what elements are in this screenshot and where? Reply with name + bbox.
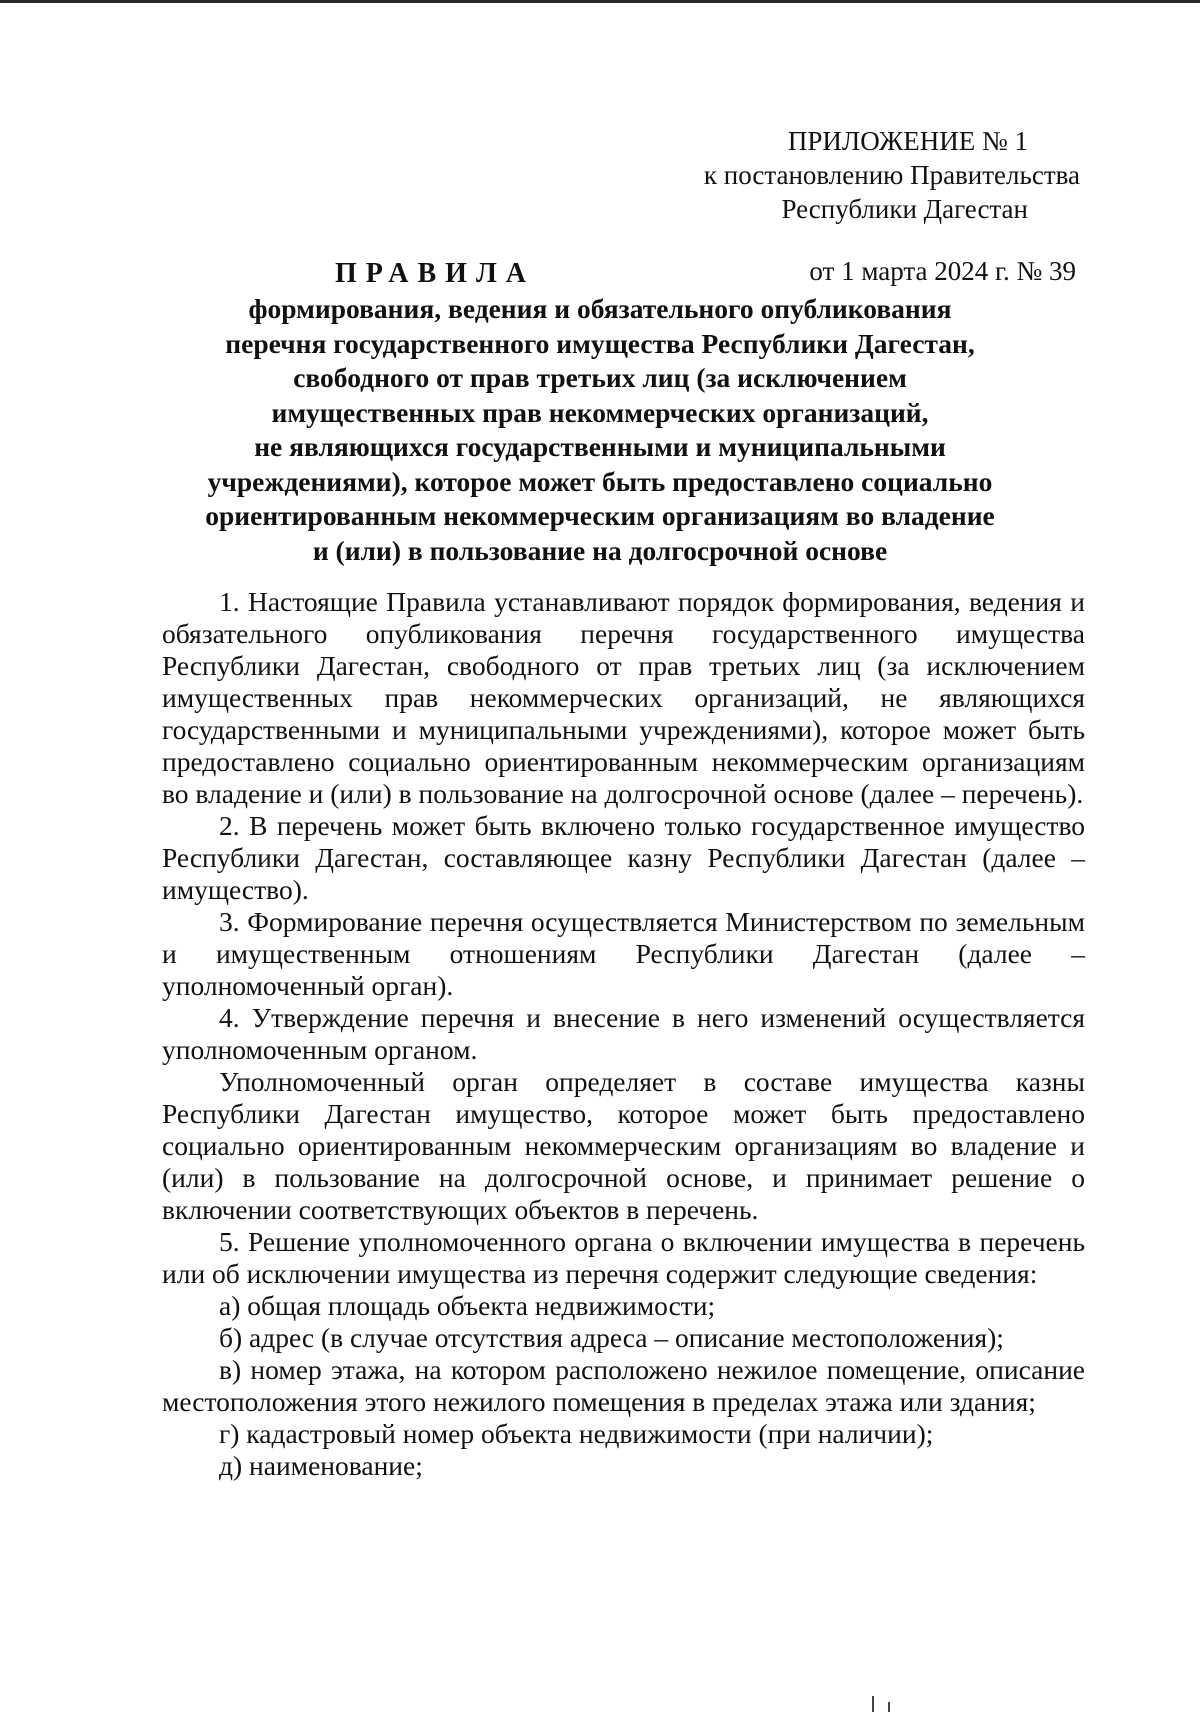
appendix-title: ПРИЛОЖЕНИЕ № 1 <box>787 126 1028 156</box>
subtitle-line: перечня государственного имущества Республики Дагестан, <box>225 327 975 359</box>
list-item-b: б) адрес (в случае отсутствия адреса – описание местоположения); <box>219 1322 1004 1353</box>
scan-edge-line <box>0 0 1200 3</box>
document-body <box>162 586 1085 1482</box>
subtitle-line: и (или) в пользование на долгосрочной основе <box>312 534 888 566</box>
paragraph-3: 3. Формирование перечня осуществляется Министерством по земельным и имущественным отношениям Республики Дагестан (далее – уполномоченный орган). <box>162 906 1085 1001</box>
scan-mark <box>872 1696 874 1712</box>
subtitle-line: ориентированным некоммерческим организациям во владение <box>205 500 995 531</box>
paragraph-1: 1. Настоящие Правила устанавливают порядок формирования, ведения и обязательного опубликования перечня государственного имущества Республики Дагестан, свободного от прав третьих лиц (за исключением имущественных прав некоммерческих организаций, не являющихся государственными и муниципальными учреждениями), которое может быть предоставлено социально ориентированным некоммерческим организациям во владение и (или) в пользование на долгосрочной основе (далее – перечень). <box>162 586 1085 809</box>
subtitle-line: имущественных прав некоммерческих организаций, <box>271 396 929 428</box>
document-title-block <box>0 258 1200 290</box>
appendix-decree-line: к постановлению Правительства <box>703 160 1080 190</box>
subtitle-line: формирования, ведения и обязательного опубликования <box>248 293 952 324</box>
document-title: ПРАВИЛА <box>334 258 536 289</box>
paragraph-5: 5. Решение уполномоченного органа о включении имущества в перечень или об исключении имущества из перечня содержит следующие сведения: <box>162 1226 1085 1289</box>
scan-mark <box>888 1702 890 1712</box>
subtitle-line: не являющихся государственными и муниципальными <box>254 431 946 462</box>
paragraph-4-continued: Уполномоченный орган определяет в составе имущества казны Республики Дагестан имущество, которое может быть предоставлено социально ориентированным некоммерческим организациям во владение и (или) в пользование на долгосрочной основе, и принимает решение о включении соответствующих объектов в перечень. <box>162 1066 1085 1225</box>
subtitle-line: учреждениями), которое может быть предоставлено социально <box>207 465 993 497</box>
paragraph-4: 4. Утверждение перечня и внесение в него изменений осуществляется уполномоченным органом. <box>162 1002 1085 1065</box>
list-item-v: в) номер этажа, на котором расположено нежилое помещение, описание местоположения этого нежилого помещения в пределах этажа или здания; <box>162 1354 1085 1417</box>
appendix-date: от 1 марта 2024 г. № 39 <box>809 256 1076 286</box>
list-item-a: а) общая площадь объекта недвижимости; <box>219 1290 716 1321</box>
appendix-republic-line: Республики Дагестан <box>781 194 1028 224</box>
list-item-d: д) наименование; <box>219 1450 423 1481</box>
list-item-g: г) кадастровый номер объекта недвижимости (при наличии); <box>219 1418 934 1449</box>
document-subtitle <box>160 292 1040 568</box>
paragraph-2: 2. В перечень может быть включено только государственное имущество Республики Дагестан, составляющее казну Республики Дагестан (далее – имущество). <box>162 810 1085 905</box>
subtitle-line: свободного от прав третьих лиц (за исключением <box>293 362 907 393</box>
